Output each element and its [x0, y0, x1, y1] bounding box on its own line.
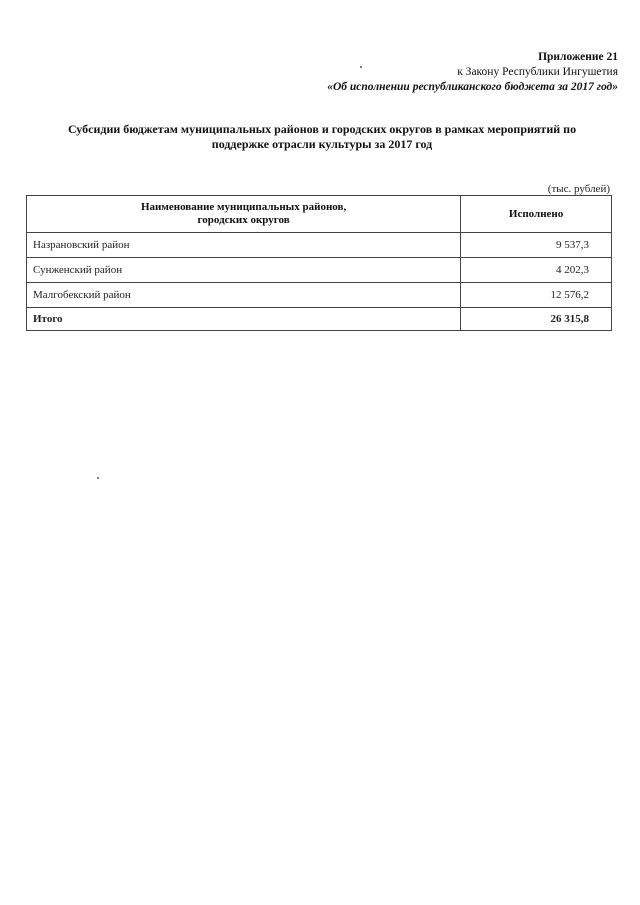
- row-value: 12 576,2: [461, 283, 612, 308]
- row-name: Сунженский район: [27, 258, 461, 283]
- row-value: 9 537,3: [461, 233, 612, 258]
- header-name-line-2: городских округов: [197, 214, 290, 226]
- row-value: 4 202,3: [461, 258, 612, 283]
- table-row: [27, 233, 612, 258]
- title-line-1: Субсидии бюджетам муниципальных районов и городских округов в рамках мероприятий по: [67, 122, 577, 136]
- units-label: (тыс. рублей): [547, 183, 610, 195]
- table-row: [27, 283, 612, 308]
- header-name-line-1: Наименование муниципальных районов,: [140, 201, 347, 213]
- appendix-law-title: «Об исполнении республиканского бюджета за 2017 год»: [327, 81, 618, 93]
- row-name: Назрановский район: [27, 233, 461, 258]
- appendix-law: к Закону Республики Ингушетия: [457, 66, 618, 78]
- header-value: Исполнено: [461, 196, 612, 233]
- total-value: 26 315,8: [461, 308, 612, 331]
- title-line-2: поддержке отрасли культуры за 2017 год: [211, 137, 433, 151]
- table-header-row: [27, 196, 612, 233]
- header-name: [27, 196, 461, 233]
- total-row: [27, 308, 612, 331]
- total-name: Итого: [27, 308, 461, 331]
- document-title: [24, 122, 620, 152]
- table-row: [27, 258, 612, 283]
- appendix-number: Приложение 21: [538, 51, 618, 63]
- row-name: Малгобекский район: [27, 283, 461, 308]
- appendix-header: [327, 50, 618, 95]
- subsidies-table: [26, 195, 612, 331]
- scan-speck: [97, 477, 99, 479]
- scan-speck: [360, 66, 362, 68]
